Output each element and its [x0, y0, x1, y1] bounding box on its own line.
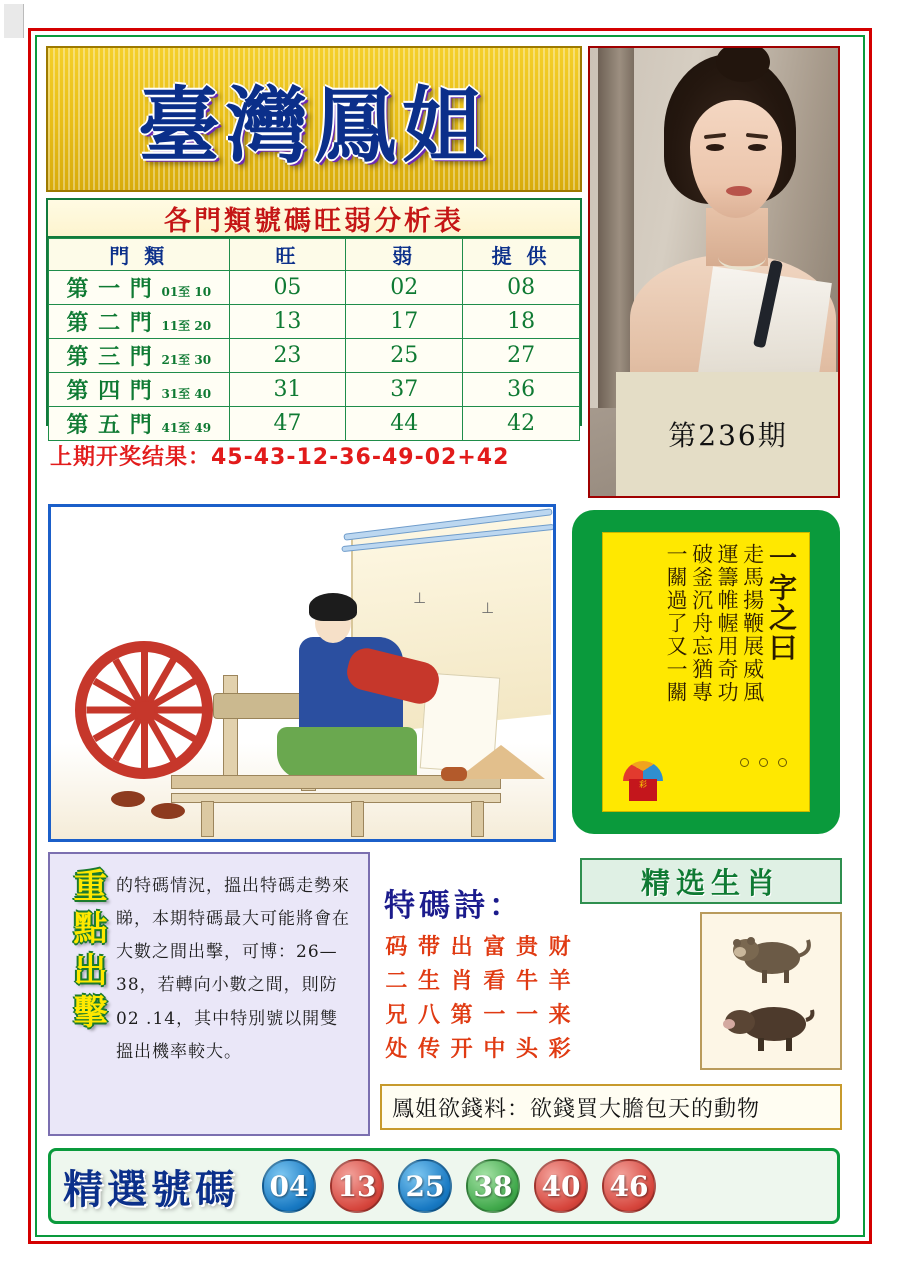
row-label-range: 21至 30	[161, 353, 212, 367]
tema-char: 兄	[385, 1002, 408, 1028]
illustration-loom-leg	[351, 801, 364, 837]
tema-char: 处	[385, 1036, 408, 1062]
cell-supply: 36	[463, 373, 580, 407]
illustration-mark: ⊥	[413, 589, 427, 607]
illustration-spool	[151, 803, 185, 819]
focus-strike-title: 重點出擊	[67, 868, 107, 1036]
table-header-row	[49, 239, 580, 271]
pig-icon	[722, 996, 818, 1052]
col-header-strong: 旺	[229, 239, 346, 271]
stamp-text: 彩	[639, 780, 647, 789]
cell-strong: 47	[229, 407, 346, 441]
row-label-text: 第 二 門	[66, 310, 153, 336]
table-row	[49, 407, 580, 441]
page-title: 臺灣鳳姐	[137, 77, 490, 174]
monkey-icon	[726, 926, 812, 984]
number-ball: 25	[398, 1159, 452, 1213]
focus-strike-panel	[48, 852, 370, 1136]
tema-char: 彩	[548, 1036, 571, 1062]
photo-necklace	[718, 244, 766, 270]
tema-char: 来	[548, 1002, 571, 1028]
illustration-rock	[441, 767, 467, 781]
table-row	[49, 373, 580, 407]
illustration-loom-leg	[201, 801, 214, 837]
cell-supply: 08	[463, 271, 580, 305]
table-row	[49, 339, 580, 373]
illustration-figure-skirt	[277, 727, 417, 779]
illustration-loom-leg	[471, 801, 484, 837]
number-ball: 38	[466, 1159, 520, 1213]
cell-weak: 02	[346, 271, 463, 305]
illustration-spool	[111, 791, 145, 807]
tema-char: 羊	[548, 968, 571, 994]
cell-strong: 05	[229, 271, 346, 305]
wheel-hub	[135, 701, 155, 721]
row-label	[49, 407, 230, 441]
cell-strong: 31	[229, 373, 346, 407]
row-label	[49, 271, 230, 305]
cell-supply: 42	[463, 407, 580, 441]
tema-char: 开	[450, 1036, 473, 1062]
row-label-text: 第 四 門	[66, 378, 153, 404]
number-ball: 04	[262, 1159, 316, 1213]
row-label-text: 第 三 門	[66, 344, 153, 370]
photo-door	[598, 48, 634, 408]
cell-weak: 44	[346, 407, 463, 441]
poem-line: 一字之曰	[765, 543, 798, 663]
row-label	[49, 339, 230, 373]
tema-char: 第	[450, 1002, 473, 1028]
focus-strike-body: 的特碼情況，搵出特碼走勢來睇，本期特碼最大可能將會在大數之間出擊，可博：26—38，若轉向小數之間，則防 02 .14，其中特別號以開雙搵出機率較大。	[116, 876, 350, 1062]
selected-numbers-label: 精選號碼	[63, 1165, 239, 1213]
stamp-box	[629, 779, 657, 801]
illustration-panel	[48, 504, 556, 842]
issue-number: 第236期	[668, 419, 788, 452]
analysis-table	[48, 238, 580, 441]
last-draw-result: 上期开奖结果：45-43-12-36-49-02+42	[50, 444, 510, 470]
tema-char: 传	[418, 1036, 441, 1062]
tema-char: 肖	[450, 968, 473, 994]
zodiac-header	[580, 858, 842, 904]
cell-supply: 18	[463, 305, 580, 339]
tema-char: 八	[418, 1002, 441, 1028]
cell-strong: 13	[229, 305, 346, 339]
poem-dot	[740, 758, 749, 767]
rainbow-stamp-icon	[623, 761, 663, 803]
table-row	[49, 271, 580, 305]
col-header-supply: 提 供	[463, 239, 580, 271]
table-row	[49, 305, 580, 339]
issue-caption-box	[616, 372, 840, 496]
cell-supply: 27	[463, 339, 580, 373]
tema-char: 生	[418, 968, 441, 994]
tema-char: 出	[450, 934, 473, 960]
number-ball: 13	[330, 1159, 384, 1213]
row-label	[49, 373, 230, 407]
poem-panel	[572, 510, 840, 834]
photo-lips	[726, 186, 752, 196]
poem-line: 走馬揚鞭展威風	[740, 543, 765, 704]
tema-char: 看	[483, 968, 506, 994]
poem-line: 一關過了又一關	[664, 543, 689, 704]
row-label-text: 第 一 門	[66, 276, 153, 302]
header-banner	[46, 46, 582, 192]
photo-eye-left	[706, 144, 724, 151]
zodiac-title: 精选生肖	[640, 865, 781, 900]
illustration-post	[223, 675, 238, 783]
poem-line: 破釜沉舟忘猶專	[689, 543, 714, 704]
poem-dot	[778, 758, 787, 767]
number-ball: 46	[602, 1159, 656, 1213]
model-photo	[588, 46, 840, 498]
cell-weak: 17	[346, 305, 463, 339]
poem-dot	[759, 758, 768, 767]
selected-numbers-bar	[48, 1148, 840, 1224]
cell-strong: 23	[229, 339, 346, 373]
tema-char: 财	[548, 934, 571, 960]
tema-char: 中	[483, 1036, 506, 1062]
page-corner-mark	[4, 4, 24, 38]
illustration-mark: ⊥	[481, 599, 495, 617]
cell-weak: 37	[346, 373, 463, 407]
photo-eye-right	[748, 144, 766, 151]
tema-char: 带	[418, 934, 441, 960]
row-label-range: 31至 40	[161, 387, 212, 401]
number-ball: 40	[534, 1159, 588, 1213]
tema-char: 二	[385, 968, 408, 994]
illustration-loom-frame	[171, 793, 501, 803]
rainbow-arc	[623, 761, 663, 781]
col-header-category: 門 類	[49, 239, 230, 271]
poem-dots	[740, 758, 787, 767]
analysis-table-title: 各門類號碼旺弱分析表	[48, 200, 580, 238]
tema-char: 码	[385, 934, 408, 960]
fengjie-tip-row	[380, 1084, 842, 1130]
fengjie-tip-text: 鳳姐欲錢料：欲錢買大膽包天的動物	[392, 1096, 761, 1122]
illustration-figure-hair	[309, 593, 357, 621]
illustration-hill	[457, 745, 545, 779]
row-label	[49, 305, 230, 339]
tema-poem-title: 特碼詩：	[384, 888, 524, 924]
tema-char: 一	[516, 1002, 539, 1028]
tema-char: 牛	[516, 968, 539, 994]
poem-line: 運籌帷幄用奇功	[715, 543, 740, 704]
cell-weak: 25	[346, 339, 463, 373]
tema-char: 富	[483, 934, 506, 960]
tema-char: 贵	[516, 934, 539, 960]
col-header-weak: 弱	[346, 239, 463, 271]
tema-char: 头	[516, 1036, 539, 1062]
tema-poem-grid	[380, 930, 576, 1070]
zodiac-animals-box	[700, 912, 842, 1070]
poem-inner-board	[602, 532, 810, 812]
analysis-table-panel	[46, 198, 582, 438]
row-label-text: 第 五 門	[66, 412, 153, 438]
row-label-range: 11至 20	[161, 319, 212, 333]
tema-char: 一	[483, 1002, 506, 1028]
row-label-range: 41至 49	[161, 421, 212, 435]
row-label-range: 01至 10	[161, 285, 212, 299]
